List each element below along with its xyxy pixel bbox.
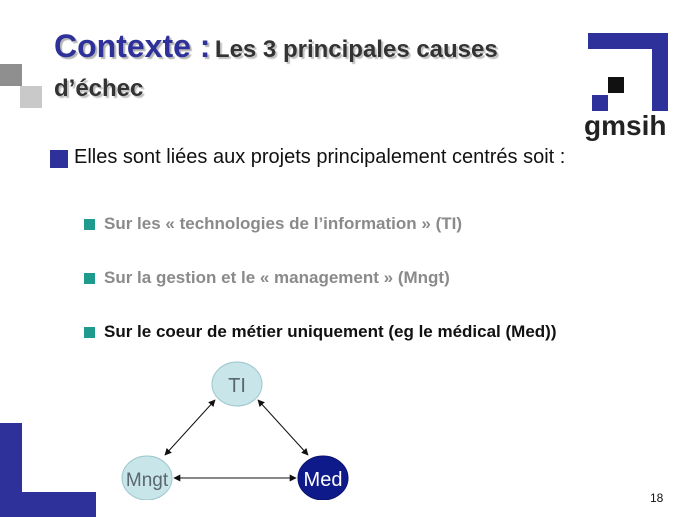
node-mngt — [122, 456, 172, 500]
title-main: Contexte : — [54, 28, 211, 64]
node-ti — [212, 362, 262, 406]
main-bullet-square — [50, 150, 68, 168]
edge-ti-med — [258, 400, 308, 455]
decor-square-light — [20, 86, 42, 108]
sub-bullet-ti: Sur les « technologies de l’information » (TI) — [104, 214, 462, 233]
decor-corner-horizontal — [0, 492, 96, 517]
causes-diagram — [110, 355, 360, 500]
page-number: 18 — [650, 491, 664, 505]
sub-bullet-square — [84, 327, 95, 338]
title-sub-line1: Les 3 principales causes — [214, 36, 498, 63]
node-mngt-label: Mngt — [125, 470, 169, 491]
main-bullet-text: Elles sont liées aux projets principalement centrés soit : — [74, 146, 566, 168]
title-sub-line2: d’échec — [54, 75, 144, 102]
node-med-label: Med — [303, 469, 343, 491]
sub-bullet-square — [84, 273, 95, 284]
edge-ti-mngt — [165, 400, 215, 455]
node-med — [298, 456, 348, 500]
logo-text: gmsih — [584, 110, 667, 141]
sub-bullet-med: Sur le coeur de métier uniquement (eg le médical (Med)) — [104, 322, 557, 341]
slide-title — [54, 28, 574, 110]
node-ti-label: TI — [228, 375, 246, 397]
sub-bullet-square — [84, 219, 95, 230]
sub-bullet-mngt: Sur la gestion et le « management » (Mngt) — [104, 268, 450, 287]
decor-square-dark — [0, 64, 22, 86]
